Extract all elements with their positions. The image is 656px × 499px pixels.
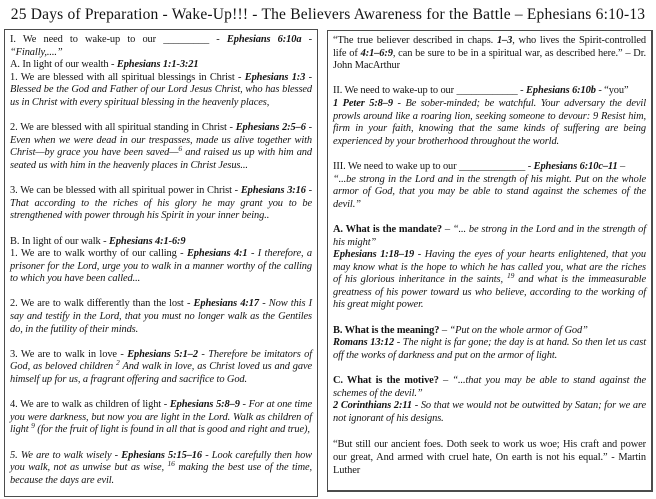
- paragraph: [10, 72, 312, 110]
- text-run: III. We need to wake up to our _____________ -: [333, 160, 534, 172]
- text-run: and what is the immeasurable greatness of his power toward us who believe, according to the working of his great might power.: [333, 274, 646, 311]
- text-run: A. What is the mandate?: [333, 223, 442, 235]
- paragraph: [333, 224, 646, 249]
- text-run: Even when we were dead in our trespasses, made us alive together with Christ—by grace you have been saved—: [10, 134, 312, 159]
- text-run: Ephesians 5:15–16: [121, 449, 202, 461]
- text-run: I therefore, a prisoner for the Lord, urge you to walk in a manner worthy of the calling to which you have been called...: [10, 248, 312, 285]
- text-run: –: [617, 160, 626, 172]
- text-run: Blessed be the God and Father of our Lord Jesus Christ, who has blessed us in Christ with every spiritual blessing in the heavenly places,: [10, 84, 312, 108]
- text-run: 6: [178, 144, 183, 154]
- text-run: -: [392, 97, 406, 109]
- text-run: 4. We are to walk as children of light -: [10, 399, 170, 411]
- text-run: Ephesians 6:10c–11: [533, 160, 618, 172]
- text-run: 1–3: [496, 35, 513, 46]
- paragraph: [333, 174, 646, 212]
- text-run: Ephesians 1:1-3:21: [116, 59, 199, 71]
- text-run: “But still our ancient foes. Doth seek to work us woe; His craft and power our great, And armed with cruel hate, On earth is not his equal.” - Martin Luther: [333, 439, 646, 476]
- paragraph: [333, 325, 646, 338]
- paragraph: [10, 399, 312, 437]
- text-run: I. We need to wake-up to our _________ -: [10, 34, 227, 45]
- text-run: C. What is the motive?: [333, 375, 439, 387]
- text-run: 2. We are to walk differently than the lost -: [10, 298, 194, 310]
- paragraph: [10, 122, 312, 172]
- text-run: and raised us up with him and seated us with him in the heavenly places in Christ Jesus...: [10, 147, 312, 171]
- text-run: “The true believer described in chaps.: [333, 35, 497, 46]
- paragraph: [10, 236, 312, 249]
- text-run: 3. We can be blessed with all spiritual power in Christ -: [10, 185, 241, 197]
- text-run: Ephesians 6:10b: [526, 85, 596, 97]
- paragraph: [10, 349, 312, 387]
- outline-block: [333, 85, 646, 148]
- paragraph: [10, 450, 312, 488]
- outline-block: [333, 375, 646, 425]
- paragraph: [333, 439, 646, 477]
- paragraph: [333, 98, 646, 148]
- text-run: 1. We are blessed with all spiritual blessings in Christ -: [10, 71, 245, 83]
- paragraph: [10, 185, 312, 223]
- text-run: -: [411, 400, 421, 412]
- text-run: A. In light of our wealth -: [10, 59, 117, 71]
- outline-block: [10, 450, 312, 488]
- text-run: Ephesians 4:17: [193, 298, 259, 310]
- text-run: (for the fruit of light is found in all that is good and right and true),: [34, 424, 310, 436]
- text-run: -: [394, 337, 403, 349]
- outline-block: [333, 161, 646, 211]
- paragraph: [333, 400, 646, 425]
- outline-block: [10, 185, 312, 223]
- text-run: Romans 13:12: [333, 337, 395, 349]
- text-run: -: [197, 348, 209, 360]
- text-run: –: [442, 223, 453, 235]
- outline-block: [10, 298, 312, 336]
- text-run: Ephesians 5:8–9: [169, 399, 240, 411]
- paragraph: [333, 337, 646, 362]
- text-run: Having the eyes of your hearts enlightened, that you may know what is the hope to which he has called you, what are the riches of his glorious inheritance in the saints,: [333, 249, 646, 286]
- paragraph: [333, 161, 646, 174]
- text-run: Ephesians 1:3: [244, 71, 306, 83]
- text-run: -: [258, 298, 269, 310]
- text-run: -: [414, 249, 425, 261]
- text-run: “...that you may be able to stand against the schemes of the devil.”: [333, 375, 646, 399]
- outline-block: [10, 122, 312, 172]
- text-run: 2. We are blessed with all spiritual standing in Christ -: [10, 122, 236, 134]
- text-run: Therefore be imitators of God, as beloved children: [10, 348, 312, 373]
- outline-block: [333, 439, 646, 477]
- text-run: -: [247, 248, 258, 260]
- text-run: That according to the riches of his glory he may grant you to be strengthened with power through his Spirit in your inner being..: [10, 197, 312, 222]
- outline-block: [333, 35, 646, 73]
- text-run: B. What is the meaning?: [333, 324, 440, 336]
- text-run: Ephesians 1:18–19: [333, 249, 415, 261]
- paragraph: [10, 298, 312, 336]
- text-run: “...be strong in the Lord and in the strength of his might. Put on the whole armor of God, that you may be able to stand against the schemes of the devil.”: [333, 173, 646, 210]
- text-run: –: [438, 375, 453, 387]
- text-run: 1. We are to walk worthy of our calling -: [10, 248, 187, 260]
- text-run: -: [301, 34, 313, 45]
- text-run: Ephesians 5:1–2: [127, 348, 198, 360]
- text-run: For at one time you were darkness, but now you are light in the Lord. Walk as children of light: [10, 399, 312, 436]
- text-run: Ephesians 4:1-6:9: [108, 235, 186, 247]
- text-run: -: [305, 122, 313, 134]
- text-run: Be sober-minded; be watchful. Your adversary the devil prowls around like a roaring lion, seeking someone to devour: 9 Resist him, firm in your faith, knowing that the same kinds of suffering are being experienced by your brotherhood throughout the world.: [333, 97, 646, 147]
- text-run: , who lives the Spirit-controlled life of: [333, 35, 646, 59]
- text-run: -: [305, 71, 312, 83]
- text-run: -: [305, 185, 313, 197]
- outline-block: [10, 236, 312, 286]
- text-run: –: [439, 324, 450, 336]
- right-column-outline: [327, 30, 653, 492]
- outline-block: [10, 34, 312, 110]
- text-run: “... be strong in the Lord and in the strength of his might”: [333, 223, 646, 248]
- text-run: Ephesians 6:10a: [226, 34, 302, 45]
- paragraph: [10, 34, 312, 59]
- text-run: And walk in love, as Christ loved us and gave himself up for us, a fragrant offering and sacrifice to God.: [10, 361, 313, 386]
- outline-block: [333, 224, 646, 312]
- text-run: 1 Peter 5:8–9: [333, 97, 393, 109]
- text-run: 5. We are to walk wisely -: [10, 449, 122, 461]
- text-run: 2 Corinthians 2:11: [333, 400, 412, 412]
- text-run: Ephesians 4:1: [186, 248, 248, 260]
- text-run: The night is far gone; the day is at hand. So then let us cast off the works of darkness and put on the armor of light.: [333, 337, 646, 361]
- paragraph: [10, 59, 312, 72]
- text-run: 19: [506, 271, 515, 281]
- text-run: , can be sure to be in a spiritual war, as described here.” – Dr. John MacArthur: [333, 47, 646, 72]
- outline-block: [333, 325, 646, 363]
- text-run: Look carefully then how you walk, not as unwise but as wise,: [10, 449, 312, 474]
- text-run: “Put on the whole armor of God”: [449, 324, 588, 336]
- text-run: - “you”: [595, 85, 629, 97]
- text-run: 3. We are to walk in love -: [10, 348, 128, 360]
- text-run: 4:1–6:9: [360, 47, 393, 59]
- text-run: -: [201, 449, 212, 461]
- text-run: B. In light of our walk -: [10, 235, 109, 247]
- text-run: So that we would not be outwitted by Satan; for we are not ignorant of his designs.: [333, 400, 646, 424]
- outline-block: [10, 399, 312, 437]
- outline-block: [10, 349, 312, 387]
- text-run: 9: [31, 421, 35, 431]
- page-title: 25 Days of Preparation - Wake-Up!!! - The Believers Awareness for the Battle – Ephesians 6:10-13: [10, 6, 646, 23]
- text-run: -: [239, 399, 249, 411]
- text-run: 16: [167, 459, 175, 469]
- paragraph: [333, 85, 646, 98]
- paragraph: [333, 375, 646, 400]
- paragraph: [333, 35, 646, 73]
- text-run: making the best use of the time, because the days are evil.: [10, 462, 312, 486]
- left-column-outline: [4, 29, 318, 497]
- paragraph: [333, 249, 646, 312]
- text-run: Now this I say and testify in the Lord, that you must no longer walk as the Gentiles do, in the futility of their minds.: [10, 298, 312, 335]
- text-run: “Finally,....”: [10, 46, 63, 58]
- text-run: 2: [116, 358, 120, 368]
- text-run: Ephesians 3:16: [240, 185, 306, 197]
- text-run: II. We need to wake-up to our ____________ -: [333, 85, 527, 97]
- paragraph: [10, 248, 312, 286]
- text-run: Ephesians 2:5–6: [235, 122, 306, 134]
